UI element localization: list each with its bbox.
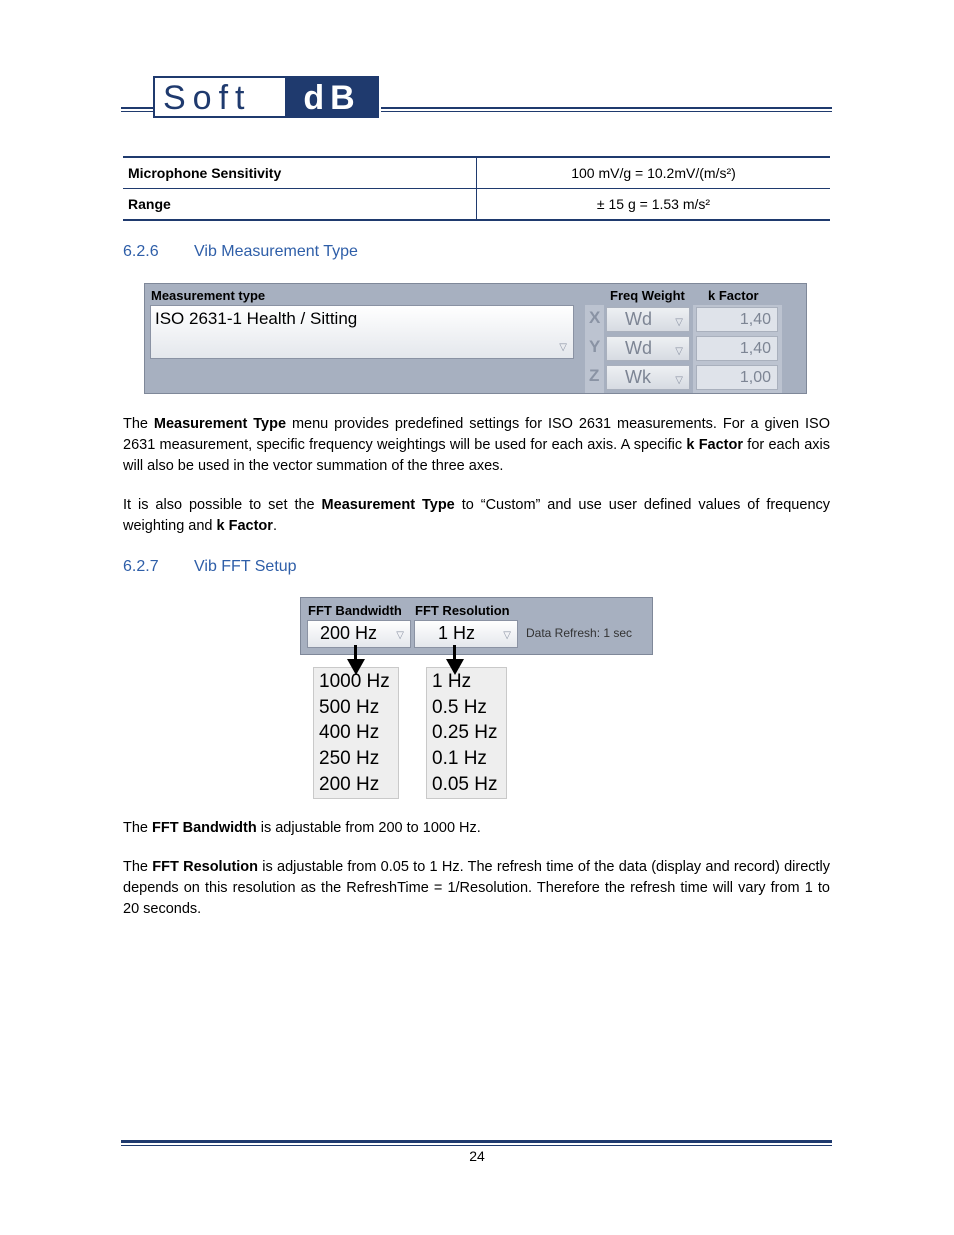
freq-weight-value: Wd — [625, 338, 652, 358]
chevron-down-icon: ▽ — [675, 317, 683, 328]
axis-label-y: Y — [589, 337, 601, 356]
list-item[interactable]: 250 Hz — [319, 748, 380, 769]
section-number: 6.2.6 — [123, 243, 159, 260]
k-factor-value: 1,40 — [739, 340, 771, 357]
spec-table — [123, 156, 830, 221]
section-number: 6.2.7 — [123, 558, 159, 575]
list-item[interactable]: 1 Hz — [432, 671, 472, 692]
spec-value: ± 15 g = 1.53 m/s² — [477, 189, 831, 221]
axis-label-x: X — [589, 308, 601, 327]
page-number: 24 — [469, 1148, 485, 1164]
fft-bandwidth-options — [313, 667, 399, 799]
arrow-down-icon — [347, 659, 365, 675]
header-rule-left-thin — [121, 111, 153, 112]
list-item[interactable]: 500 Hz — [319, 697, 380, 718]
text: It is also possible to set the — [123, 497, 322, 513]
fft-bandwidth-select[interactable] — [307, 620, 411, 648]
paragraph-fft-resolution — [123, 857, 830, 920]
measurement-type-label: Measurement type — [151, 288, 266, 303]
table-row — [123, 189, 830, 221]
list-item[interactable]: 1000 Hz — [319, 671, 390, 692]
text: . — [272, 518, 277, 534]
text: for each axis will also be used in the vector summation of the three axes. — [123, 437, 830, 474]
paragraph-measurement-type — [123, 414, 830, 477]
k-factor-field-x[interactable] — [696, 307, 778, 332]
header-rule-right — [381, 107, 832, 109]
freq-weight-select-z[interactable] — [606, 365, 690, 390]
section-title: Vib FFT Setup — [194, 558, 297, 575]
freq-weight-value: Wk — [625, 367, 651, 387]
logo-soft-text: Soft — [163, 79, 252, 117]
fft-setup-panel — [300, 597, 653, 655]
header-rule-right-thin — [381, 111, 832, 112]
k-factor-label: k Factor — [708, 288, 759, 303]
paragraph-custom — [123, 495, 830, 537]
freq-weight-select-x[interactable] — [606, 307, 690, 332]
k-factor-value: 1,40 — [739, 311, 771, 328]
chevron-down-icon: ▽ — [559, 342, 567, 353]
footer-rule — [121, 1140, 832, 1143]
table-row — [123, 157, 830, 189]
softdb-logo — [153, 76, 379, 118]
bold-text: Measurement Type — [321, 497, 455, 513]
freq-weight-value: Wd — [625, 309, 652, 329]
spec-label: Microphone Sensitivity — [123, 157, 477, 189]
fft-resolution-options — [426, 667, 507, 799]
paragraph-fft-bandwidth — [123, 818, 830, 839]
bold-text: k Factor — [216, 518, 273, 534]
bold-text: FFT Bandwidth — [152, 820, 257, 836]
chevron-down-icon: ▽ — [396, 630, 404, 641]
bold-text: k Factor — [686, 437, 744, 453]
k-factor-field-y[interactable] — [696, 336, 778, 361]
fft-bandwidth-label: FFT Bandwidth — [308, 603, 402, 618]
list-item[interactable]: 0.05 Hz — [432, 774, 498, 795]
spec-value: 100 mV/g = 10.2mV/(m/s²) — [477, 157, 831, 189]
text: The — [123, 859, 153, 875]
chevron-down-icon: ▽ — [503, 630, 511, 641]
measurement-type-value: ISO 2631-1 Health / Sitting — [155, 309, 358, 328]
text: The — [123, 416, 154, 432]
measurement-type-panel — [144, 283, 807, 394]
k-factor-value: 1,00 — [739, 369, 771, 386]
section-heading-measurement-type — [123, 243, 358, 261]
freq-weight-label: Freq Weight — [610, 288, 685, 303]
spec-label: Range — [123, 189, 477, 221]
footer-rule-thin — [121, 1145, 832, 1146]
chevron-down-icon: ▽ — [675, 346, 683, 357]
list-item[interactable]: 0.25 Hz — [432, 722, 498, 743]
fft-resolution-select[interactable] — [414, 620, 518, 648]
list-item[interactable]: 400 Hz — [319, 722, 380, 743]
list-item[interactable]: 0.1 Hz — [432, 748, 487, 769]
bold-text: FFT Resolution — [152, 859, 259, 875]
measurement-type-select[interactable] — [150, 305, 574, 359]
logo-db-text: dB — [285, 78, 379, 116]
fft-bandwidth-value: 200 Hz — [320, 623, 378, 643]
axis-label-z: Z — [589, 366, 600, 385]
list-item[interactable]: 0.5 Hz — [432, 697, 487, 718]
k-factor-field-z[interactable] — [696, 365, 778, 390]
text: is adjustable from 0.05 to 1 Hz. The refresh time of the data (display and record) directly depends on this resolution as the RefreshTime = 1/Resolution. Therefore the refresh time will vary from 1 to 20 seconds. — [123, 859, 831, 917]
fft-resolution-value: 1 Hz — [438, 623, 476, 643]
arrow-down-icon — [446, 659, 464, 675]
data-refresh-text: Data Refresh: 1 sec — [526, 626, 633, 640]
section-title: Vib Measurement Type — [194, 243, 358, 260]
text: is adjustable from 200 to 1000 Hz. — [256, 820, 481, 836]
bold-text: Measurement Type — [153, 416, 287, 432]
fft-resolution-label: FFT Resolution — [415, 603, 510, 618]
chevron-down-icon: ▽ — [675, 375, 683, 386]
text: to “Custom” and use user defined values of frequency weighting and — [123, 497, 831, 534]
text: The — [123, 820, 153, 836]
freq-weight-select-y[interactable] — [606, 336, 690, 361]
section-heading-fft-setup — [123, 558, 297, 576]
header-rule-left — [121, 107, 153, 109]
text: menu provides predefined settings for ISO 2631 measurements. For a given ISO 2631 measurement, specific frequency weightings will be used for each axis. A specific — [123, 416, 830, 453]
list-item[interactable]: 200 Hz — [319, 774, 380, 795]
